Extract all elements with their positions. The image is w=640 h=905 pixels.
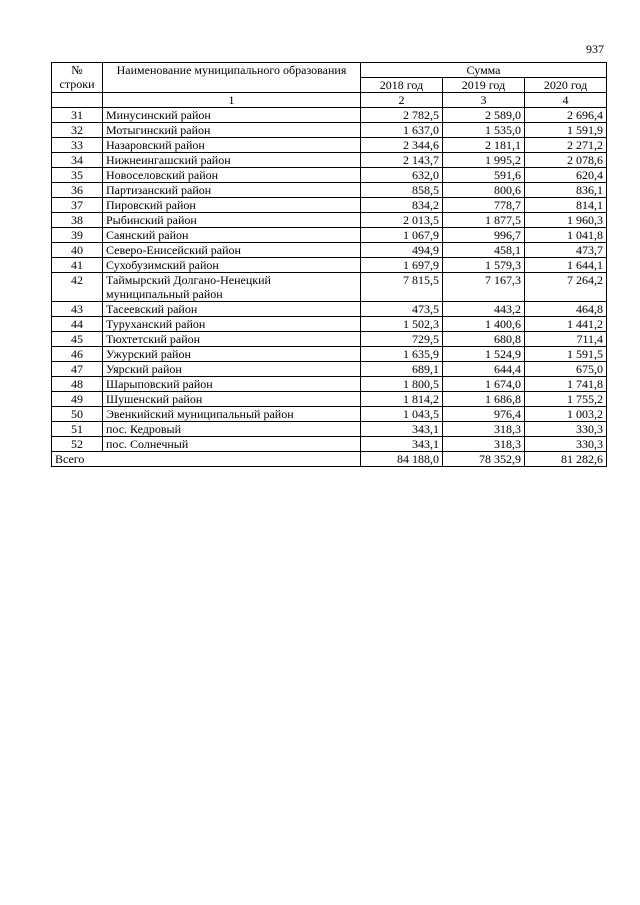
row-value-2020: 1 041,8 (525, 228, 607, 243)
table-row (52, 153, 607, 168)
table-row (52, 228, 607, 243)
total-label: Всего (52, 452, 361, 467)
table-row (52, 258, 607, 273)
row-value-2020: 1 644,1 (525, 258, 607, 273)
row-value-2020: 330,3 (525, 437, 607, 452)
row-name: Таймырский Долгано-Ненецкий муниципальный район (103, 273, 361, 302)
row-name: Северо-Енисейский район (103, 243, 361, 258)
table-row (52, 302, 607, 317)
header-year-2018: 2018 год (361, 78, 443, 93)
index-cell-1: 1 (103, 93, 361, 108)
table-row (52, 273, 607, 302)
row-name: Шушенский район (103, 392, 361, 407)
row-value-2020: 1 003,2 (525, 407, 607, 422)
header-name: Наименование муниципального образования (103, 63, 361, 93)
row-value-2019: 644,4 (443, 362, 525, 377)
row-value-2018: 7 815,5 (361, 273, 443, 302)
row-value-2018: 1 814,2 (361, 392, 443, 407)
row-value-2018: 858,5 (361, 183, 443, 198)
row-name: Минусинский район (103, 108, 361, 123)
row-value-2020: 620,4 (525, 168, 607, 183)
row-name: Шарыповский район (103, 377, 361, 392)
row-name: Нижнеингашский район (103, 153, 361, 168)
row-value-2018: 343,1 (361, 422, 443, 437)
row-name: пос. Солнечный (103, 437, 361, 452)
index-cell-empty (52, 93, 103, 108)
index-cell-3: 3 (443, 93, 525, 108)
table-row (52, 407, 607, 422)
table-row (52, 392, 607, 407)
row-value-2019: 1 524,9 (443, 347, 525, 362)
table-row (52, 138, 607, 153)
table-row (52, 198, 607, 213)
row-value-2019: 318,3 (443, 437, 525, 452)
row-name: Рыбинский район (103, 213, 361, 228)
row-value-2020: 7 264,2 (525, 273, 607, 302)
row-value-2019: 1 400,6 (443, 317, 525, 332)
row-value-2020: 464,8 (525, 302, 607, 317)
table-row (52, 243, 607, 258)
total-2019: 78 352,9 (443, 452, 525, 467)
row-value-2020: 814,1 (525, 198, 607, 213)
table-row (52, 332, 607, 347)
row-value-2018: 1 043,5 (361, 407, 443, 422)
row-number: 46 (52, 347, 103, 362)
row-value-2020: 1 960,3 (525, 213, 607, 228)
row-name: Назаровский район (103, 138, 361, 153)
table-header (52, 63, 607, 108)
row-number: 40 (52, 243, 103, 258)
row-number: 35 (52, 168, 103, 183)
row-value-2019: 976,4 (443, 407, 525, 422)
total-2018: 84 188,0 (361, 452, 443, 467)
table-row (52, 123, 607, 138)
row-name: Ужурский район (103, 347, 361, 362)
row-value-2020: 2 271,2 (525, 138, 607, 153)
header-number-label: строки (59, 77, 95, 91)
header-year-2020: 2020 год (525, 78, 607, 93)
row-value-2019: 778,7 (443, 198, 525, 213)
row-value-2020: 1 741,8 (525, 377, 607, 392)
header-number-sign: № (71, 63, 83, 77)
row-number: 39 (52, 228, 103, 243)
row-value-2018: 834,2 (361, 198, 443, 213)
row-value-2020: 473,7 (525, 243, 607, 258)
table-row (52, 377, 607, 392)
row-name: Туруханский район (103, 317, 361, 332)
row-value-2020: 1 441,2 (525, 317, 607, 332)
row-name: Эвенкийский муниципальный район (103, 407, 361, 422)
row-value-2018: 689,1 (361, 362, 443, 377)
row-value-2019: 591,6 (443, 168, 525, 183)
row-value-2019: 318,3 (443, 422, 525, 437)
row-value-2018: 473,5 (361, 302, 443, 317)
row-number: 32 (52, 123, 103, 138)
row-value-2020: 1 755,2 (525, 392, 607, 407)
row-number: 44 (52, 317, 103, 332)
row-value-2018: 343,1 (361, 437, 443, 452)
row-name: Пировский район (103, 198, 361, 213)
row-number: 42 (52, 273, 103, 302)
row-number: 45 (52, 332, 103, 347)
row-value-2019: 1 995,2 (443, 153, 525, 168)
page-number: 937 (586, 42, 604, 56)
row-value-2019: 680,8 (443, 332, 525, 347)
index-cell-4: 4 (525, 93, 607, 108)
table-row (52, 168, 607, 183)
row-name: Уярский район (103, 362, 361, 377)
table-row (52, 213, 607, 228)
row-value-2020: 836,1 (525, 183, 607, 198)
row-value-2018: 1 800,5 (361, 377, 443, 392)
row-value-2020: 675,0 (525, 362, 607, 377)
row-number: 50 (52, 407, 103, 422)
row-value-2018: 1 697,9 (361, 258, 443, 273)
header-sum: Сумма (361, 63, 607, 78)
row-number: 38 (52, 213, 103, 228)
row-number: 47 (52, 362, 103, 377)
row-value-2020: 2 078,6 (525, 153, 607, 168)
table-row (52, 317, 607, 332)
row-value-2019: 800,6 (443, 183, 525, 198)
table-row (52, 362, 607, 377)
row-number: 31 (52, 108, 103, 123)
row-value-2018: 494,9 (361, 243, 443, 258)
row-number: 36 (52, 183, 103, 198)
row-value-2020: 330,3 (525, 422, 607, 437)
row-name: Партизанский район (103, 183, 361, 198)
row-number: 49 (52, 392, 103, 407)
row-value-2019: 1 686,8 (443, 392, 525, 407)
row-number: 41 (52, 258, 103, 273)
row-value-2019: 1 674,0 (443, 377, 525, 392)
row-value-2018: 1 635,9 (361, 347, 443, 362)
row-value-2019: 1 877,5 (443, 213, 525, 228)
row-number: 48 (52, 377, 103, 392)
index-row (52, 93, 607, 108)
row-value-2019: 1 579,3 (443, 258, 525, 273)
row-number: 37 (52, 198, 103, 213)
row-number: 52 (52, 437, 103, 452)
index-cell-2: 2 (361, 93, 443, 108)
row-value-2018: 1 637,0 (361, 123, 443, 138)
header-row-number (52, 63, 103, 93)
row-number: 43 (52, 302, 103, 317)
row-number: 34 (52, 153, 103, 168)
row-name: Новоселовский район (103, 168, 361, 183)
row-name: пос. Кедровый (103, 422, 361, 437)
row-value-2018: 2 143,7 (361, 153, 443, 168)
table-body (52, 108, 607, 452)
row-value-2018: 729,5 (361, 332, 443, 347)
table-row (52, 183, 607, 198)
row-value-2019: 2 589,0 (443, 108, 525, 123)
row-value-2018: 1 502,3 (361, 317, 443, 332)
row-value-2018: 632,0 (361, 168, 443, 183)
row-value-2019: 458,1 (443, 243, 525, 258)
row-value-2020: 1 591,9 (525, 123, 607, 138)
row-value-2019: 996,7 (443, 228, 525, 243)
row-value-2019: 2 181,1 (443, 138, 525, 153)
row-value-2020: 2 696,4 (525, 108, 607, 123)
table-row (52, 437, 607, 452)
table-row (52, 347, 607, 362)
row-name: Мотыгинский район (103, 123, 361, 138)
header-year-2019: 2019 год (443, 78, 525, 93)
row-name: Сухобузимский район (103, 258, 361, 273)
row-number: 51 (52, 422, 103, 437)
total-2020: 81 282,6 (525, 452, 607, 467)
row-value-2020: 1 591,5 (525, 347, 607, 362)
row-name: Тюхтетский район (103, 332, 361, 347)
row-value-2019: 1 535,0 (443, 123, 525, 138)
budget-table (51, 62, 607, 467)
row-value-2018: 1 067,9 (361, 228, 443, 243)
total-row (52, 452, 607, 467)
row-value-2018: 2 782,5 (361, 108, 443, 123)
row-name: Саянский район (103, 228, 361, 243)
row-value-2019: 7 167,3 (443, 273, 525, 302)
row-value-2018: 2 344,6 (361, 138, 443, 153)
table-row (52, 422, 607, 437)
row-value-2020: 711,4 (525, 332, 607, 347)
row-number: 33 (52, 138, 103, 153)
table-row (52, 108, 607, 123)
row-name: Тасеевский район (103, 302, 361, 317)
row-value-2019: 443,2 (443, 302, 525, 317)
row-value-2018: 2 013,5 (361, 213, 443, 228)
